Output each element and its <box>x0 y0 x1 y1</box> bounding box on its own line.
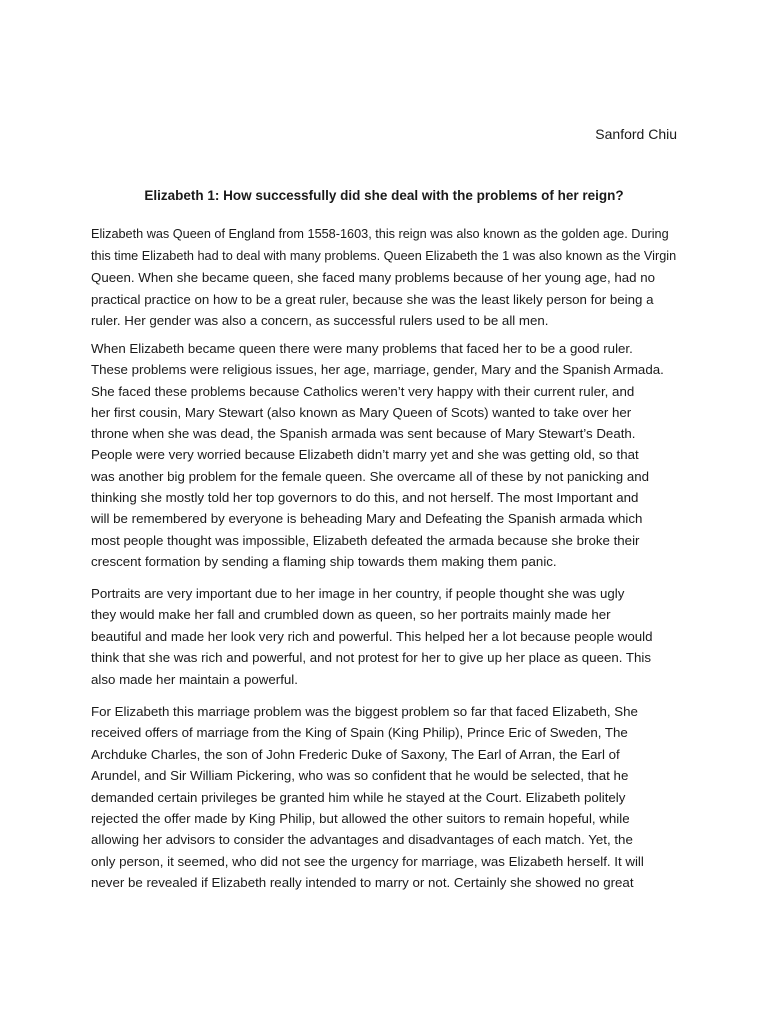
paragraph-4 <box>91 701 691 894</box>
paragraph-line: When Elizabeth became queen there were many problems that faced her to be a good ruler. <box>91 341 633 356</box>
paragraph-line: thinking she mostly told her top governors to do this, and not herself. The most Important and <box>91 490 639 506</box>
paragraph-line: only person, it seemed, who did not see the urgency for marriage, was Elizabeth herself. It will <box>91 853 644 869</box>
paragraph-3 <box>91 583 691 690</box>
paragraph-line: was another big problem for the female queen. She overcame all of these by not panicking and <box>91 468 650 484</box>
paragraph-line: ruler. Her gender was also a concern, as successful rulers used to be all men. <box>91 313 549 328</box>
paragraph-line: think that she was rich and powerful, and not protest for her to give up her place as queen. This <box>91 650 652 666</box>
paragraph-line: demanded certain privileges be granted him while he stayed at the Court. Elizabeth politely <box>91 789 626 805</box>
paragraph-line: Queen. When she became queen, she faced many problems because of her young age, had no <box>91 270 656 285</box>
paragraph-line: her first cousin, Mary Stewart (also known as Mary Queen of Scots) wanted to take over her <box>91 404 632 420</box>
paragraph-line: also made her maintain a powerful. <box>91 671 298 687</box>
paragraph-line: received offers of marriage from the King of Spain (King Philip), Prince Eric of Sweden, The <box>91 725 628 741</box>
author-name: Sanford Chiu <box>595 126 677 142</box>
paragraph-line: they would make her fall and crumbled down as queen, so her portraits mainly made her <box>91 607 611 623</box>
paragraph-line: People were very worried because Elizabeth didn’t marry yet and she was getting old, so that <box>91 447 639 463</box>
paragraph-line: Arundel, and Sir William Pickering, who was so confident that he would be selected, that he <box>91 768 629 784</box>
paragraph-line: allowing her advisors to consider the advantages and disadvantages of each match. Yet, the <box>91 832 633 848</box>
paragraph-line: For Elizabeth this marriage problem was the biggest problem so far that faced Elizabeth, She <box>91 704 638 719</box>
paragraph-line: beautiful and made her look very rich and powerful. This helped her a lot because people would <box>91 628 653 644</box>
paragraph-line: These problems were religious issues, her age, marriage, gender, Mary and the Spanish Armada. <box>91 362 664 378</box>
paragraph-line: crescent formation by sending a flaming ship towards them making them panic. <box>91 553 557 569</box>
paragraph-line: She faced these problems because Catholics weren’t very happy with their current ruler, and <box>91 383 635 399</box>
document-title: Elizabeth 1: How successfully did she deal with the problems of her reign? <box>144 188 624 203</box>
paragraph-line: never be revealed if Elizabeth really intended to marry or not. Certainly she showed no great <box>91 875 634 891</box>
paragraph-line: rejected the offer made by King Philip, but allowed the other suitors to remain hopeful, while <box>91 811 630 827</box>
paragraph-line: practical practice on how to be a great ruler, because she was the least likely person for being a <box>91 291 654 307</box>
paragraph-line: Elizabeth was Queen of England from 1558-1603, this reign was also known as the golden age. During <box>91 227 669 241</box>
paragraph-line: Portraits are very important due to her image in her country, if people thought she was ugly <box>91 586 625 601</box>
paragraph-line: will be remembered by everyone is beheading Mary and Defeating the Spanish armada which <box>91 511 643 527</box>
paragraph-line: this time Elizabeth had to deal with many problems. Queen Elizabeth the 1 was also known as the Virgin <box>91 248 677 263</box>
paragraph-2 <box>91 338 691 572</box>
paragraph-line: throne when she was dead, the Spanish armada was sent because of Mary Stewart’s Death. <box>91 426 636 442</box>
paragraph-line: most people thought was impossible, Elizabeth defeated the armada because she broke their <box>91 532 640 548</box>
paragraph-1 <box>91 224 691 332</box>
paragraph-line: Archduke Charles, the son of John Frederic Duke of Saxony, The Earl of Arran, the Earl of <box>91 746 620 762</box>
